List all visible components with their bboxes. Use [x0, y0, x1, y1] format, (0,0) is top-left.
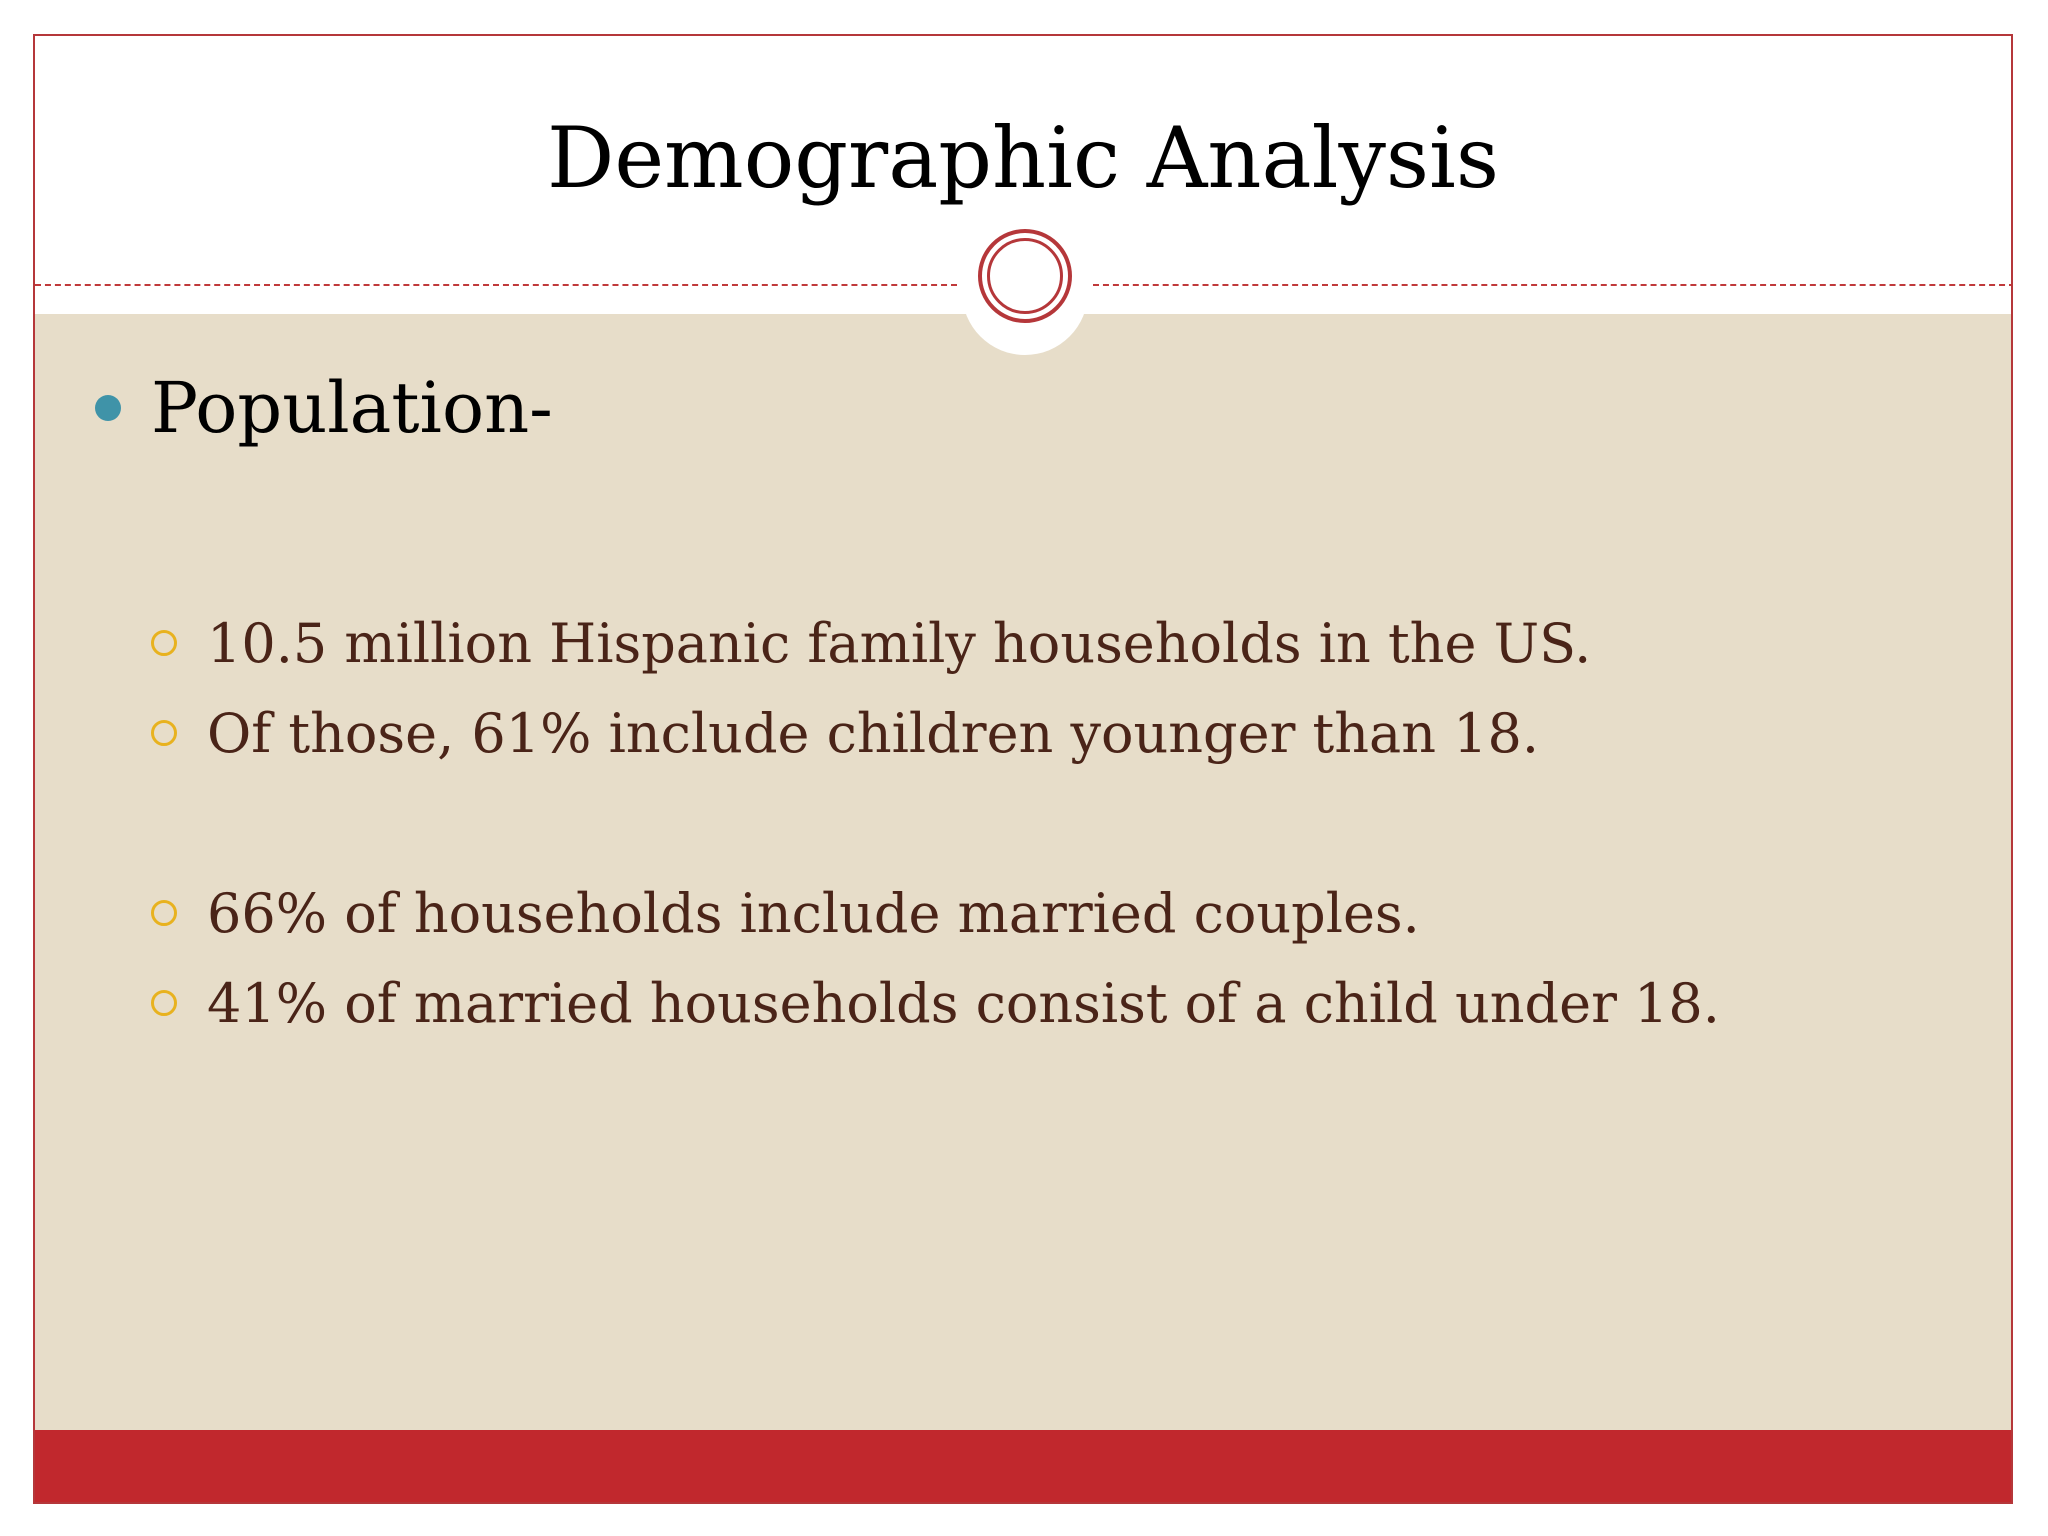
- dashed-divider-right: [1093, 284, 2013, 286]
- main-bullet-text: Population-: [151, 367, 553, 449]
- sub-bullet-text: 66% of households include married couples.: [207, 881, 1420, 945]
- main-bullet: [95, 366, 553, 450]
- slide: [33, 34, 2013, 1504]
- sub-bullet-item: [151, 598, 1591, 688]
- ring-bullet-icon: [151, 900, 177, 926]
- sub-bullet-item: [151, 958, 1720, 1048]
- dashed-divider-left: [35, 284, 957, 286]
- ring-bullet-icon: [151, 720, 177, 746]
- ring-bullet-icon: [151, 990, 177, 1016]
- ring-bullet-icon: [151, 630, 177, 656]
- sub-bullet-item: [151, 688, 1591, 778]
- sub-bullet-text: 41% of married households consist of a child under 18.: [207, 971, 1720, 1035]
- sub-bullet-text: 10.5 million Hispanic family households in the US.: [207, 611, 1592, 675]
- sub-bullet-list-1: [151, 598, 1591, 778]
- footer-bar: [35, 1430, 2011, 1502]
- sub-bullet-text: Of those, 61% include children younger than 18.: [207, 701, 1540, 765]
- circle-emblem-inner: [987, 238, 1063, 314]
- sub-bullet-list-2: [151, 868, 1720, 1048]
- sub-bullet-item: [151, 868, 1720, 958]
- bullet-dot-icon: [95, 395, 121, 421]
- circle-emblem-icon: [978, 229, 1072, 323]
- slide-title: Demographic Analysis: [546, 109, 1499, 207]
